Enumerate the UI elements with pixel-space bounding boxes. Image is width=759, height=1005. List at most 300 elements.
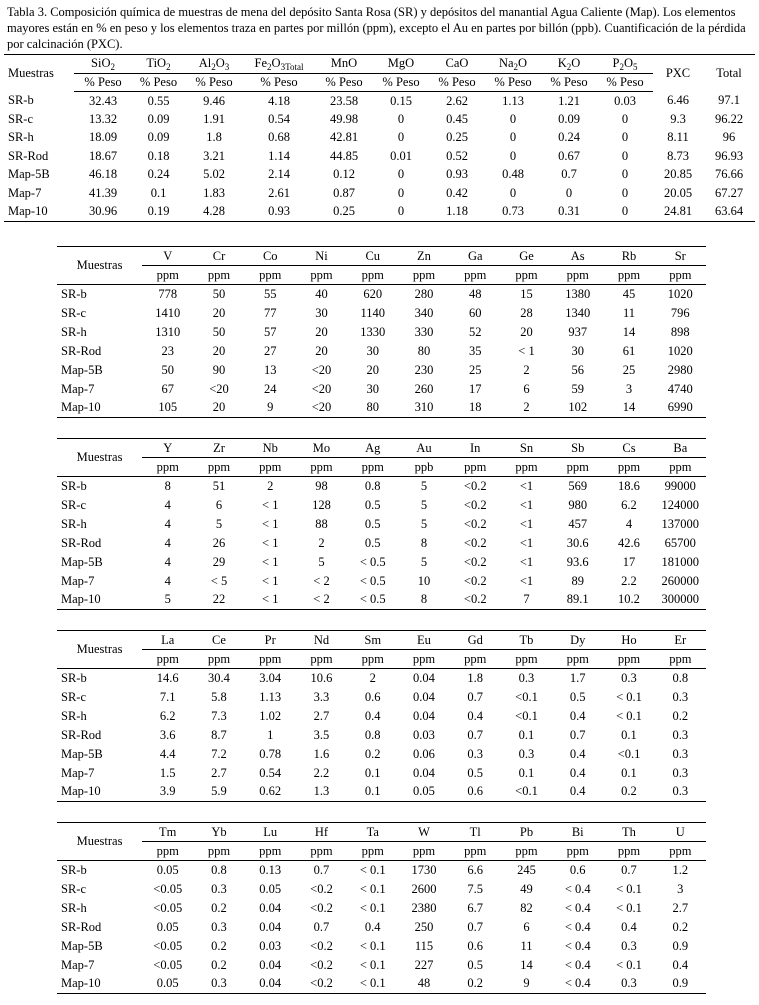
sample-name: Map-7 [8,185,42,200]
header-unit: ppm [669,459,692,474]
table-cell: 0.1 [150,185,167,200]
table-cell: 88 [315,516,328,531]
table-cell: 30.4 [208,670,230,685]
table-row [57,534,706,553]
table-cell: 4 [164,573,171,588]
table-cell: 11 [622,305,635,320]
major-unit-row [4,73,755,92]
table-cell: < 0.4 [552,975,603,994]
header-oxide [185,55,243,74]
table-cell: 6.6 [467,862,484,877]
table-row [57,572,706,591]
table-cell: 0.4 [364,708,381,723]
table-cell: < 2 [296,591,347,610]
header-oxide [243,55,315,74]
table-cell: 5 [420,554,428,569]
header-unit: ppm [156,843,179,858]
table-row [57,783,706,802]
table-cell: < 0.4 [564,957,591,972]
table-cell: < 1 [262,535,279,550]
table-cell: 2.14 [268,167,290,182]
table-cell: 8 [420,535,428,550]
table-cell: 20 [212,305,226,320]
table-cell: 41.39 [88,185,118,200]
table-row [4,184,755,203]
table-cell: 0.04 [259,900,282,915]
table-cell: 0.04 [413,689,435,704]
table-cell: 0.3 [467,746,484,761]
table-cell: 2.7 [313,708,330,723]
oxide-formula-part: 2 [166,62,171,73]
table-row [57,688,706,707]
header-element: Ge [501,247,552,266]
header-muestras: Muestras [8,65,54,80]
oxide-formula-part: K [557,56,567,71]
table-cell: 20 [315,324,328,339]
header-unit: ppm [207,651,231,666]
table-cell: 0.8 [364,478,381,493]
header-element: Cr [193,247,244,266]
table-cell: 30.96 [74,203,132,222]
header-element: Sr [655,247,706,266]
table-cell: 0.2 [672,708,689,723]
table-cell: 0.9 [672,938,689,953]
table-cell: 20.05 [663,185,693,200]
table-cell: 1.83 [203,185,225,200]
table-cell: 0.6 [569,862,586,877]
table-cell: 0.03 [259,938,282,953]
table-cell: < 0.4 [564,881,591,896]
header-unit: ppm [464,459,487,474]
table-cell: 0.12 [333,167,355,182]
table-cell: 10.6 [310,670,333,685]
table-cell: 0.6 [450,783,501,802]
table-row [57,477,706,496]
header-unit: % Peso [541,73,597,92]
header-unit: % Peso [185,73,243,92]
oxide-formula-part: CaO [445,56,469,71]
unit-header-row [57,266,706,285]
table-cell: 0 [397,167,405,182]
header-element: Rb [603,247,654,266]
oxide-formula-part: Fe [254,56,268,71]
header-muestras: Muestras [76,450,123,464]
table-cell: < 0.4 [564,938,591,953]
major-table-body [4,92,755,222]
table-cell: 0.42 [446,185,468,200]
table-row [57,937,706,956]
header-unit: ppm [207,459,231,474]
table-cell: 4.28 [185,203,243,222]
table-row [4,110,755,129]
table-cell: 0.09 [147,111,170,126]
header-element: Ni [296,247,347,266]
table-cell: 7 [501,591,552,610]
header-unit: ppm [412,651,436,666]
table-cell: 3.04 [259,670,282,685]
table-cell: 0.3 [518,670,535,685]
table-cell: 137000 [661,516,700,531]
header-element: Tb [501,631,552,650]
table-cell: 28 [520,305,533,320]
table-cell: 0 [621,185,629,200]
sample-name: SR-Rod [61,535,102,550]
table-cell: 0 [597,203,653,222]
table-cell: 5.9 [193,783,244,802]
table-cell: 99000 [664,478,696,493]
table-cell: 1.7 [569,670,586,685]
table-cell: 2380 [411,900,437,915]
table-cell: 51 [212,478,226,493]
table-cell: 7.1 [159,689,176,704]
table-cell: 0.93 [446,167,468,182]
table-cell: 5 [215,516,223,531]
oxide-formula-part: TiO [146,56,167,71]
oxide-formula-part: O [571,56,581,71]
table-row [4,147,755,166]
table-row [57,707,706,726]
table-cell: 3.9 [142,783,193,802]
table-cell: 52 [468,324,482,339]
table-cell: 18.09 [88,130,118,145]
header-unit: ppm [361,651,384,666]
element-header-row [57,823,706,842]
header-unit: ppm [361,267,384,282]
table-cell: 20 [520,324,533,339]
table-cell: 11 [520,938,533,953]
sample-name: SR-h [61,516,87,531]
table-cell: 0.5 [364,497,381,512]
major-header-row [4,55,755,74]
table-cell: 0.03 [413,727,435,742]
sample-name: SR-c [8,111,33,126]
table-cell: 227 [414,957,434,972]
table-cell: 0.7 [569,727,586,742]
table-cell: 0.25 [446,130,468,145]
table-row [57,399,706,418]
header-unit: ppm [412,267,436,282]
table-cell: 1 [267,727,274,742]
table-cell: 0.13 [259,862,282,877]
header-pxc: PXC [665,65,691,80]
table-cell: 0 [509,130,517,145]
table-cell: 0.1 [518,727,535,742]
table-cell: 1.8 [206,130,222,145]
table-cell: 1730 [411,862,437,877]
table-cell: <0.2 [463,573,487,588]
table-cell: 5 [420,478,428,493]
table-cell: 6 [215,497,223,512]
table-cell: <20 [311,362,332,377]
table-cell: 3.3 [313,689,330,704]
header-element: As [552,247,603,266]
header-oxide [485,55,541,74]
header-unit: ppm [617,267,641,282]
header-unit: ppm [515,843,538,858]
header-element: Nd [296,631,347,650]
header-unit: ppb [414,459,434,474]
header-unit: ppm [515,651,538,666]
header-unit: ppm [566,459,589,474]
table-cell: < 0.1 [359,862,386,877]
table-cell: <0.2 [310,881,333,896]
table-cell: 0.9 [655,975,706,994]
table-cell: 17 [468,381,482,396]
table-cell: 1140 [360,305,385,320]
table-cell: 0.4 [672,957,689,972]
sample-name: SR-b [61,478,87,493]
table-cell: 0.09 [147,130,170,145]
table-cell: 20 [315,343,328,358]
table-cell: 0.7 [313,919,330,934]
table-cell: < 5 [210,573,228,588]
table-cell: <0.1 [515,689,538,704]
header-element: Hf [296,823,347,842]
table-cell: 0.19 [132,203,185,222]
table-cell: 6 [523,381,530,396]
header-unit: ppm [412,843,436,858]
sample-name: SR-c [61,689,86,704]
header-element: U [655,823,706,842]
table-cell: 0.7 [313,862,330,877]
table-cell: 0 [621,148,629,163]
table-cell: 0 [565,185,573,200]
table-cell: < 1 [518,343,535,358]
table-row [4,203,755,222]
table-cell: 128 [312,497,331,512]
header-unit: ppm [310,459,333,474]
table-cell: 7.3 [211,708,227,723]
header-unit: ppm [669,267,692,282]
table-cell: 6.46 [667,93,689,108]
sample-name: SR-h [61,900,87,915]
table-cell: 6.2 [621,497,637,512]
header-element: Sm [347,631,398,650]
table-cell: 76.66 [714,167,744,182]
table-cell: 96.22 [714,111,744,126]
sample-name: Map-10 [57,975,142,994]
table-cell: 1.13 [502,93,524,108]
table-cell: 0.2 [450,975,501,994]
table-cell: < 0.1 [616,689,642,704]
table-cell: 0 [373,203,429,222]
table-cell: 0.24 [558,130,580,145]
table-row [57,861,706,880]
table-cell: 181000 [661,554,700,569]
sample-name: SR-c [61,497,86,512]
oxide-formula-part: Na [498,56,514,71]
table-cell: 0.24 [147,167,170,182]
table-cell: <0.2 [463,478,487,493]
table-cell: < 0.1 [359,938,386,953]
table-cell: 0.52 [446,148,468,163]
table-cell: 0.2 [672,919,689,934]
oxide-formula-part: O [215,56,225,71]
table-cell: 67.27 [714,185,744,200]
oxide-formula-part: MnO [330,56,358,71]
table-cell: 0.5 [569,689,586,704]
oxide-formula-part: 3 [224,62,230,73]
header-element: Tm [142,823,193,842]
table-row [57,304,706,323]
table-cell: 0.8 [211,862,227,877]
table-cell: 0.1 [347,783,398,802]
table-cell: 0 [397,185,405,200]
oxide-formula-part: Al [198,56,212,71]
table-cell: <0.05 [153,957,183,972]
table-cell: 3.5 [313,727,330,742]
oxide-formula-part: MgO [387,56,415,71]
sample-name: SR-b [61,670,87,685]
table-cell: 0.7 [621,862,637,877]
header-unit: ppm [617,459,641,474]
table-cell: 0.73 [485,203,541,222]
table-cell: < 2 [313,573,330,588]
element-header-row [57,247,706,266]
header-oxide [429,55,485,74]
header-unit: % Peso [485,73,541,92]
header-element: Ce [193,631,244,650]
table-cell: 4740 [667,381,693,396]
header-element: Er [655,631,706,650]
table-cell: 937 [568,324,588,339]
table-cell: 102 [552,399,603,418]
table-cell: 0.55 [147,93,170,108]
table-cell: < 1 [262,573,279,588]
header-unit: % Peso [243,73,315,92]
table-cell: <0.05 [153,900,183,915]
sample-name: SR-Rod [8,148,49,163]
sample-name: Map-10 [57,399,142,418]
unit-header-row [57,458,706,477]
table-cell: 5 [420,497,428,512]
table-cell: 22 [193,591,244,610]
table-cell: 0.4 [569,708,586,723]
table-cell: 0.2 [211,938,227,953]
table-cell: 0.04 [259,957,282,972]
table-cell: 2 [318,535,325,550]
table-cell: 14 [622,324,636,339]
table-cell: 60 [468,305,482,320]
table-cell: 2.62 [446,93,468,108]
table-cell: <20 [209,381,229,396]
table-cell: 4 [164,516,171,531]
header-element: Ho [603,631,654,650]
oxide-formula-part: 2 [110,62,115,73]
table-cell: 0.3 [672,727,689,742]
table-cell: < 0.1 [359,900,386,915]
header-unit: ppm [464,267,487,282]
table-cell: 0.01 [390,148,412,163]
table-row [57,899,706,918]
table-cell: 18.67 [88,148,118,163]
table-cell: 14 [603,399,654,418]
table-cell: 25 [622,362,636,377]
table-cell: 3 [625,381,633,396]
table-cell: < 0.5 [359,554,386,569]
header-unit: ppm [566,267,589,282]
table-row [57,553,706,572]
header-element: Ag [347,439,398,458]
table-cell: 340 [414,305,434,320]
table-row [57,361,706,380]
table-cell: 0.67 [558,148,580,163]
table-row [57,880,706,899]
table-cell: 10.2 [603,591,654,610]
header-element: Co [245,247,296,266]
header-element: Zr [193,439,244,458]
sample-name: SR-h [61,708,87,723]
table-cell: 0.87 [333,185,355,200]
table-cell: 7.5 [467,881,484,896]
table-cell: 0.93 [243,203,315,222]
table-cell: 569 [568,478,588,493]
table-cell: <0.1 [501,783,552,802]
table-cell: 45 [622,286,636,301]
header-unit: % Peso [597,73,653,92]
table-cell: 0.54 [268,111,290,126]
table-cell: 42.6 [618,535,640,550]
header-unit: ppm [464,651,487,666]
table-cell: 6990 [655,399,706,418]
header-muestras: Muestras [76,834,123,848]
header-unit: ppm [259,843,282,858]
table-cell: <0.2 [296,975,347,994]
table-cell: 1340 [565,305,591,320]
table-row [57,380,706,399]
table-cell: 0.3 [672,765,689,780]
table-cell: 80 [347,399,398,418]
table-cell: 57 [263,324,277,339]
table-cell: 4 [625,516,633,531]
table-cell: < 1 [245,591,296,610]
table-cell: 0.5 [467,765,484,780]
table-cell: <1 [519,554,534,569]
table-cell: <0.1 [515,708,538,723]
table-cell: 7.2 [211,746,227,761]
table-cell: 0.5 [364,516,381,531]
table-cell: 55 [263,286,277,301]
table-cell: <0.2 [310,900,333,915]
header-unit: ppm [669,843,692,858]
table-cell: 4 [164,535,171,550]
header-unit: % Peso [429,73,485,92]
table-cell: 4.18 [268,93,290,108]
table-cell: 90 [212,362,226,377]
table-cell: 0 [621,167,629,182]
sample-name: SR-Rod [61,919,102,934]
table-cell: 96.93 [714,148,744,163]
table-cell: 0 [621,130,629,145]
table-row [4,129,755,148]
table-cell: 1020 [667,286,693,301]
table-cell: 9.46 [203,93,225,108]
table-cell: 1.02 [259,708,282,723]
table-cell: 5 [420,516,428,531]
table-caption: Tabla 3. Composición química de muestras de mena del depósito Santa Rosa (SR) y depósitos del manantial Agua Caliente (Map). Los elementos mayores están en % en peso y los elementos traza en partes por millón (ppm), excepto el Au en partes por billón (ppb). Cuantificación de la pérdida por calcinación (PXC). [7,5,746,51]
table-cell: <1 [519,497,534,512]
table-cell: 23.58 [329,93,359,108]
table-cell: 44.85 [329,148,359,163]
table-cell: 50 [161,362,174,377]
sample-name: SR-c [61,881,86,896]
table-cell: 50 [212,324,226,339]
sample-name: SR-Rod [61,343,102,358]
table-cell: 1.14 [268,148,290,163]
table-cell: 0.04 [413,708,435,723]
table-cell: 24.81 [653,203,703,222]
table-cell: 6.7 [467,900,484,915]
